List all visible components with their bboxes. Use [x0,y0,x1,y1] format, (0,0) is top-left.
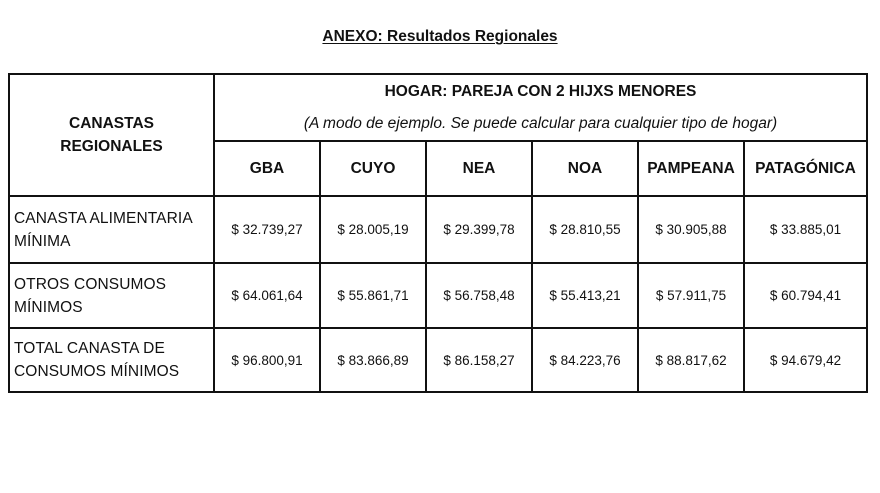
table-cell: $ 60.794,41 [744,263,867,328]
table-cell: $ 57.911,75 [638,263,744,328]
table-row [9,328,867,392]
household-group-subtitle: (A modo de ejemplo. Se puede calcular para cualquier tipo de hogar) [214,108,867,141]
column-header-nea: NEA [426,141,532,196]
column-header-pampeana: PAMPEANA [638,141,744,196]
corner-header-label: CANASTAS REGIONALES [60,115,163,155]
column-header-patagonica: PATAGÓNICA [744,141,867,196]
table-cell: $ 55.861,71 [320,263,426,328]
table-cell: $ 33.885,01 [744,196,867,263]
column-header-cuyo: CUYO [320,141,426,196]
table-cell: $ 28.810,55 [532,196,638,263]
table-row [9,196,867,263]
table-cell: $ 96.800,91 [214,328,320,392]
table-cell: $ 83.866,89 [320,328,426,392]
table-cell: $ 64.061,64 [214,263,320,328]
column-header-gba: GBA [214,141,320,196]
corner-header-cell [9,74,214,196]
table-cell: $ 86.158,27 [426,328,532,392]
table-cell: $ 56.758,48 [426,263,532,328]
table-cell: $ 84.223,76 [532,328,638,392]
document-title [0,27,880,47]
row-header-label: TOTAL CANASTA DE CONSUMOS MÍNIMOS [14,340,180,380]
table-cell: $ 30.905,88 [638,196,744,263]
table-cell: $ 88.817,62 [638,328,744,392]
row-header-otros-consumos [9,263,214,328]
table-cell: $ 28.005,19 [320,196,426,263]
row-header-canasta-alimentaria [9,196,214,263]
table-cell: $ 55.413,21 [532,263,638,328]
household-group-title: HOGAR: PAREJA CON 2 HIJXS MENORES [214,74,867,108]
document-title-text: ANEXO: Resultados Regionales [322,28,558,45]
row-header-label: CANASTA ALIMENTARIA MÍNIMA [14,209,193,250]
row-header-total-canasta [9,328,214,392]
table-cell: $ 29.399,78 [426,196,532,263]
row-header-label: OTROS CONSUMOS MÍNIMOS [14,275,167,316]
column-header-noa: NOA [532,141,638,196]
table-cell: $ 94.679,42 [744,328,867,392]
table-row [9,263,867,328]
table-cell: $ 32.739,27 [214,196,320,263]
regional-baskets-table [8,73,868,393]
